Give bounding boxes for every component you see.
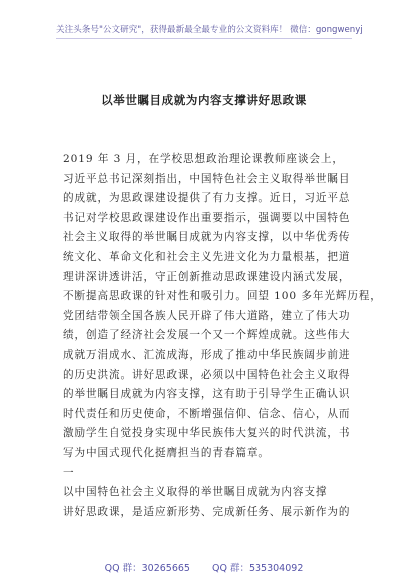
body-line: 讲好思政课，是适应新形势、完成新任务、展示新作为的 — [63, 505, 351, 518]
body-line: 统文化、革命文化和社会主义先进文化为力量根基，把道 — [63, 250, 351, 263]
footer-qq-group-1: QQ 群：30265665 — [104, 563, 190, 574]
body-line: 不断提高思政课的针对性和吸引力。回望 100 多年光辉历程， — [63, 290, 382, 303]
body-line: 时代责任和历史使命，不断增强信仰、信念、信心，从而 — [63, 407, 351, 420]
body-line: 写为中国式现代化挺膺担当的青春篇章。 — [63, 446, 270, 459]
body-line: 绩，创造了经济社会发展一个又一个辉煌成就。这些伟大 — [63, 329, 351, 342]
header-banner: 关注头条号"公文研究"，获得最新最全最专业的公文资料库！ 微信：gongwenyj — [56, 25, 363, 35]
document-title: 以举世瞩目成就为内容支撑讲好思政课 — [101, 93, 307, 107]
body-line: 的举世瞩目成就为内容支撑，这有助于引导学生正确认识 — [63, 388, 351, 401]
body-line: 党团结带领全国各族人民开辟了伟大道路，建立了伟大功 — [63, 309, 351, 322]
body-line: 社会主义取得的举世瞩目成就为内容支撑，以中华优秀传 — [63, 231, 351, 244]
body-line: 2019 年 3 月，在学校思想政治理论课教师座谈会上， — [63, 153, 344, 165]
body-line: 习近平总书记深刻指出，中国特色社会主义取得举世瞩目 — [63, 172, 351, 185]
header-divider — [56, 38, 352, 39]
body-line: 的成就，为思政课建设提供了有力支撑。近日，习近平总 — [63, 192, 351, 205]
footer-qq-group-2: QQ 群：535304092 — [211, 563, 304, 574]
document-body — [63, 150, 382, 522]
body-line: 成就万涓成水、汇流成海，形成了推动中华民族阔步前进 — [63, 348, 351, 361]
body-line: 的历史洪流。讲好思政课，必须以中国特色社会主义取得 — [63, 368, 351, 381]
body-line: 理讲深讲透讲活，守正创新推动思政课建设内涵式发展， — [63, 270, 351, 283]
body-line: 书记对学校思政课建设作出重要指示，强调要以中国特色 — [63, 211, 351, 224]
footer — [0, 560, 408, 574]
section-number: 一 — [63, 466, 75, 479]
body-line: 激励学生自觉投身实现中华民族伟大复兴的时代洪流，书 — [63, 427, 351, 440]
body-line: 以中国特色社会主义取得的举世瞩目成就为内容支撑 — [63, 486, 328, 499]
